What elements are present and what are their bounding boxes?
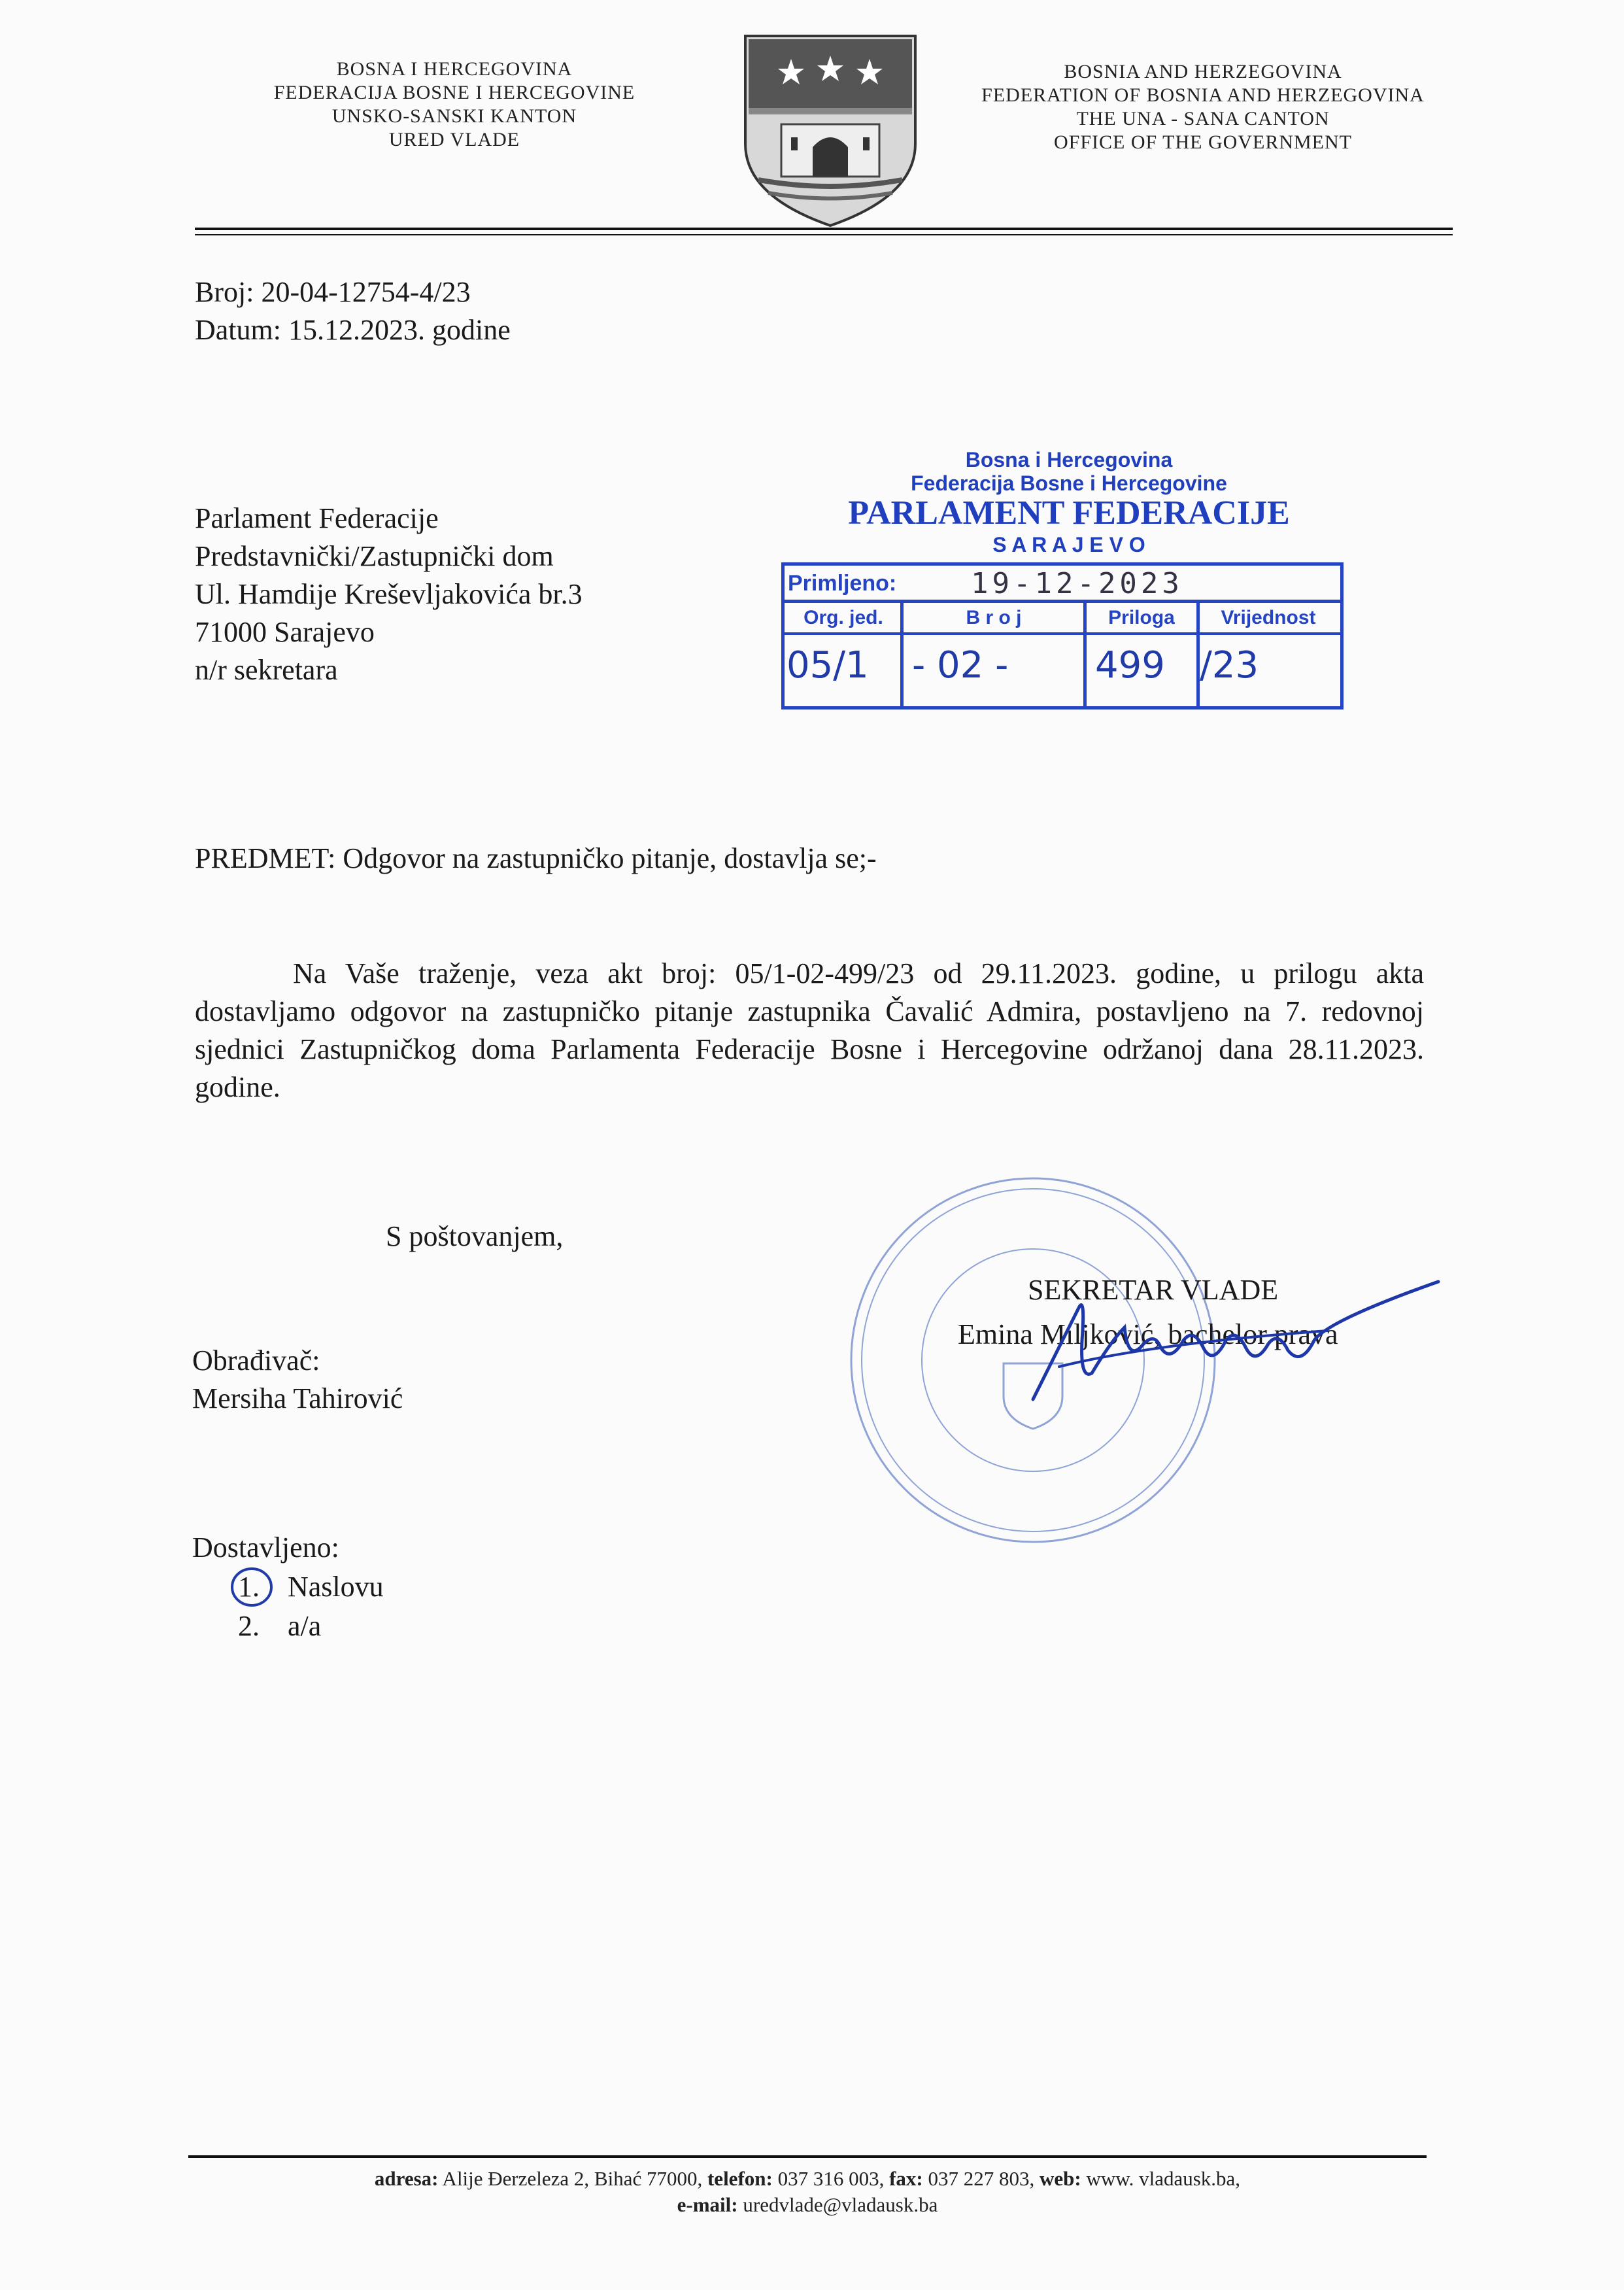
stamp-val-vrijednost: /23: [1200, 644, 1259, 687]
stamp-line-city: S A R A J E V O: [992, 533, 1145, 556]
circle-mark-icon: [229, 1564, 275, 1610]
stamp-col-priloga: Priloga: [1108, 607, 1175, 628]
delivered-item-text: a/a: [288, 1610, 322, 1642]
header-left-line: BOSNA I HERCEGOVINA: [336, 58, 573, 80]
stamp-val-priloga: 499: [1095, 644, 1165, 687]
delivered-item: [238, 1607, 321, 1645]
stamp-col-vrijednost: Vrijednost: [1221, 607, 1316, 628]
body-paragraph: Na Vaše traženje, veza akt broj: 05/1-02-499/23 od 29.11.2023. godine, u prilogu akta dostavljamo odgovor na zastupničko pitanje zastupnika Čavalić Admira, postavljeno na 7. redovnoj sjednici Zastupničkog doma Parlamenta Federacije Bosne i Hercegovine održanoj dana 28.11.2023. godine.: [195, 957, 1424, 1103]
header-rule-top: [195, 228, 1453, 230]
recipient-line: Predstavnički/Zastupnički dom: [195, 540, 554, 572]
recipient-line: Parlament Federacije: [195, 502, 439, 534]
stamp-line-country: Bosna i Hercegovina: [965, 448, 1173, 471]
processed-by-name: Mersiha Tahirović: [192, 1382, 403, 1414]
header-left-line: UNSKO-SANSKI KANTON: [331, 105, 577, 127]
stamp-line-federation: Federacija Bosne i Hercegovine: [911, 471, 1227, 495]
footer-fax: 037 227 803,: [922, 2167, 1040, 2190]
reference-block: [195, 273, 511, 349]
processed-by: [192, 1342, 403, 1418]
header-right-line: THE UNA - SANA CANTON: [1076, 108, 1330, 129]
header-right: [941, 60, 1464, 154]
footer-email-line: [188, 2192, 1427, 2218]
footer: [188, 2166, 1427, 2218]
footer-web-label: web:: [1039, 2167, 1081, 2190]
footer-email-label: e-mail:: [677, 2193, 738, 2216]
delivered-item-number: 2.: [238, 1610, 260, 1642]
delivered-item-number: 1.: [238, 1571, 260, 1603]
reference-date: Datum: 15.12.2023. godine: [195, 314, 511, 346]
footer-address: Alije Đerzeleza 2, Bihać 77000,: [438, 2167, 707, 2190]
stamp-col-org: Org. jed.: [804, 607, 883, 628]
signatory-title: SEKRETAR VLADE: [1028, 1274, 1279, 1306]
recipient-line: 71000 Sarajevo: [195, 616, 375, 648]
stamp-col-broj: B r o j: [966, 607, 1022, 628]
stamp-row-divider: [781, 632, 1344, 635]
recipient-line: n/r sekretara: [195, 654, 338, 686]
header-left-line: FEDERACIJA BOSNE I HERCEGOVINE: [273, 82, 635, 103]
delivered-item-text: Naslovu: [288, 1571, 384, 1603]
stamp-received-date: 19-12-2023: [971, 567, 1183, 600]
recipient-line: Ul. Hamdije Kreševljakovića br.3: [195, 578, 583, 610]
header-left: [216, 58, 693, 152]
stamp-val-broj: - 02 -: [912, 644, 1009, 687]
footer-rule: [188, 2155, 1427, 2158]
signatory-name: Emina Miljković, bachelor prava: [958, 1318, 1338, 1350]
header-rule-bottom: [195, 234, 1453, 235]
footer-phone: 037 316 003,: [772, 2167, 890, 2190]
signature-icon: [1020, 1269, 1445, 1419]
footer-phone-label: telefon:: [707, 2167, 773, 2190]
processed-by-label: Obrađivač:: [192, 1344, 320, 1376]
footer-fax-label: fax:: [889, 2167, 923, 2190]
header-right-line: BOSNIA AND HERZEGOVINA: [1064, 61, 1342, 82]
header-right-line: OFFICE OF THE GOVERNMENT: [1054, 131, 1352, 153]
stamp-line-parliament: PARLAMENT FEDERACIJE: [848, 494, 1290, 532]
footer-contact-line: [188, 2166, 1427, 2192]
footer-web[interactable]: www. vladausk.ba,: [1081, 2167, 1241, 2190]
receipt-stamp: [781, 448, 1357, 723]
footer-address-label: adresa:: [374, 2167, 439, 2190]
footer-email[interactable]: uredvlade@vladausk.ba: [737, 2193, 938, 2216]
header-right-line: FEDERATION OF BOSNIA AND HERZEGOVINA: [981, 84, 1425, 106]
header-left-line: URED VLADE: [388, 129, 520, 150]
reference-number: Broj: 20-04-12754-4/23: [195, 276, 471, 308]
stamp-val-org: 05/1: [787, 644, 869, 687]
subject-line: PREDMET: Odgovor na zastupničko pitanje, dostavlja se;-: [195, 842, 877, 874]
stamp-col-divider: [1083, 600, 1087, 706]
recipient-address: [195, 500, 583, 689]
closing-greeting: S poštovanjem,: [386, 1220, 564, 1252]
delivered-label: Dostavljeno:: [192, 1531, 339, 1564]
stamp-received-label: Primljeno:: [788, 571, 897, 596]
coat-of-arms-icon: [742, 33, 919, 229]
